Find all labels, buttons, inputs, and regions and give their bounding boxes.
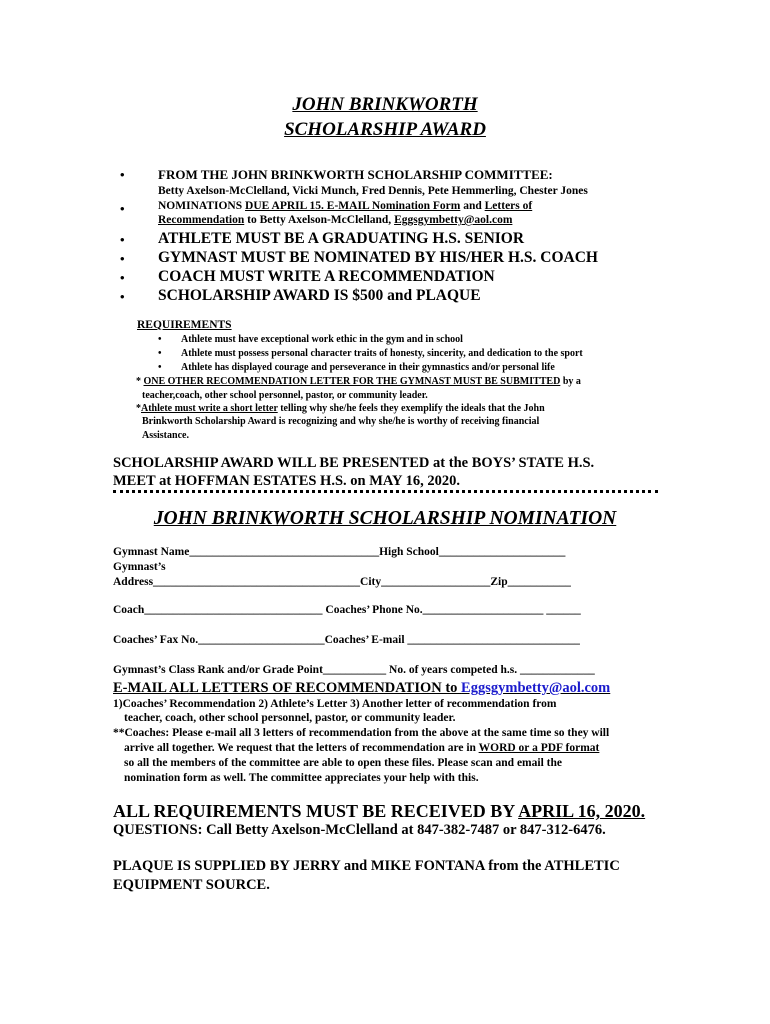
gymnast-name-field[interactable]: Gymnast Name_________________________________High School______________________ [113,546,566,558]
coach-field[interactable]: Coach_______________________________ Coaches’ Phone No._____________________ ______ [113,604,581,616]
note-underlined: Athlete must write a short letter [141,403,278,414]
deadline-text: ALL REQUIREMENTS MUST BE RECEIVED BY [113,801,519,821]
letters-list-line2: teacher, coach, other school personnel, pastor, or community leader. [124,712,456,724]
note-underlined: ONE OTHER RECOMMENDATION LETTER FOR THE GYMNAST MUST BE SUBMITTED [143,376,561,387]
requirements-heading: REQUIREMENTS [137,319,232,331]
committee-heading: FROM THE JOHN BRINKWORTH SCHOLARSHIP COMMITTEE: [158,167,553,182]
class-rank-field[interactable]: Gymnast’s Class Rank and/or Grade Point___________ No. of years competed h.s. _____________ [113,664,595,676]
asterisk: * [136,403,141,414]
coaches-note-line1: **Coaches: Please e-mail all 3 letters of recommendation from the above at the same time so they will [113,727,610,739]
rule-graduating-senior: ATHLETE MUST BE A GRADUATING H.S. SENIOR [158,230,525,247]
note-rest: by a [560,376,581,387]
nominations-recipient: to Betty Axelson-McClelland, [244,214,395,226]
email-letters-heading [113,680,610,697]
questions-contact: QUESTIONS: Call Betty Axelson-McClelland at 847-382-7487 or 847-312-6476. [113,822,606,838]
bullet-icon: • [120,232,125,247]
requirement-note-short-letter-line3: Assistance. [142,430,189,441]
email-heading-text: E-MAIL ALL LETTERS OF RECOMMENDATION to [113,680,462,696]
requirement-note-short-letter-line2: Brinkworth Scholarship Award is recognizing and why she/he is worthy of receiving financial [142,416,540,427]
presentation-line2: MEET at HOFFMAN ESTATES H.S. on MAY 16, 2020. [113,473,460,489]
nominations-due: DUE APRIL 15. E-MAIL Nomination Form [245,200,461,212]
requirement-item: Athlete must possess personal character traits of honesty, sincerity, and dedication to the sport [181,348,583,359]
bullet-icon: • [158,348,162,359]
deadline-line [113,801,645,822]
bullet-icon: • [158,362,162,373]
coaches-note-format: WORD or a PDF format [478,742,600,754]
coach-fax-email-field[interactable]: Coaches’ Fax No.______________________Coaches’ E-mail ______________________________ [113,634,580,646]
requirement-note-other-letter-line2: teacher,coach, other school personnel, pastor, or community leader. [142,390,428,401]
bullet-icon: • [120,270,125,285]
committee-members: Betty Axelson-McClelland, Vicki Munch, Fred Dennis, Pete Hemmerling, Chester Jones [158,185,588,197]
asterisk: * [136,376,144,387]
bullet-icon: • [120,251,125,266]
nominations-and: and [460,200,485,212]
nominations-prefix: NOMINATIONS [158,200,246,212]
gymnast-address-field[interactable]: Address____________________________________City___________________Zip___________ [113,576,571,588]
nominations-letters: Letters of [484,200,533,212]
note-rest: telling why she/he feels they exemplify the ideals that the John [277,403,545,414]
page-title-line1: JOHN BRINKWORTH [292,94,478,115]
coaches-note-text: arrive all together. We request that the letters of recommendation are in [124,742,479,754]
requirement-item: Athlete has displayed courage and perseverance in their gymnastics and/or personal life [181,362,555,373]
coaches-note-line2 [124,742,599,754]
rule-award-amount: SCHOLARSHIP AWARD IS $500 and PLAQUE [158,287,481,304]
bullet-icon: • [120,167,125,182]
nomination-title: JOHN BRINKWORTH SCHOLARSHIP NOMINATION [153,508,617,529]
coaches-note-line3: so all the members of the committee are able to open these files. Please scan and email the [124,757,562,769]
bullet-icon: • [120,201,125,216]
nominations-email-link[interactable]: Eggsgymbetty@aol.com [394,214,513,226]
requirement-note-other-letter [136,376,581,387]
deadline-date: APRIL 16, 2020. [518,801,646,821]
nominations-recommendation: Recommendation [158,214,245,226]
gymnast-label: Gymnast’s [113,561,166,573]
dotted-separator [113,490,658,493]
letters-list-line1: 1)Coaches’ Recommendation 2) Athlete’s Letter 3) Another letter of recommendation from [113,698,557,710]
plaque-line1: PLAQUE IS SUPPLIED BY JERRY and MIKE FONTANA from the ATHLETIC [113,858,620,874]
requirement-note-short-letter [136,403,545,414]
requirement-item: Athlete must have exceptional work ethic in the gym and in school [181,334,463,345]
coaches-note-line4: nomination form as well. The committee appreciates your help with this. [124,772,479,784]
page-title-line2: SCHOLARSHIP AWARD [284,119,486,140]
bullet-icon: • [120,289,125,304]
bullet-icon: • [158,334,162,345]
rule-coach-recommendation: COACH MUST WRITE A RECOMMENDATION [158,268,495,285]
email-letters-link[interactable]: Eggsgymbetty@aol.com [461,680,611,696]
rule-nominated-by-coach: GYMNAST MUST BE NOMINATED BY HIS/HER H.S. COACH [158,249,598,266]
nominations-line1 [158,200,532,212]
presentation-line1: SCHOLARSHIP AWARD WILL BE PRESENTED at the BOYS’ STATE H.S. [113,455,595,471]
plaque-line2: EQUIPMENT SOURCE. [113,877,270,893]
nominations-line2 [158,214,512,226]
